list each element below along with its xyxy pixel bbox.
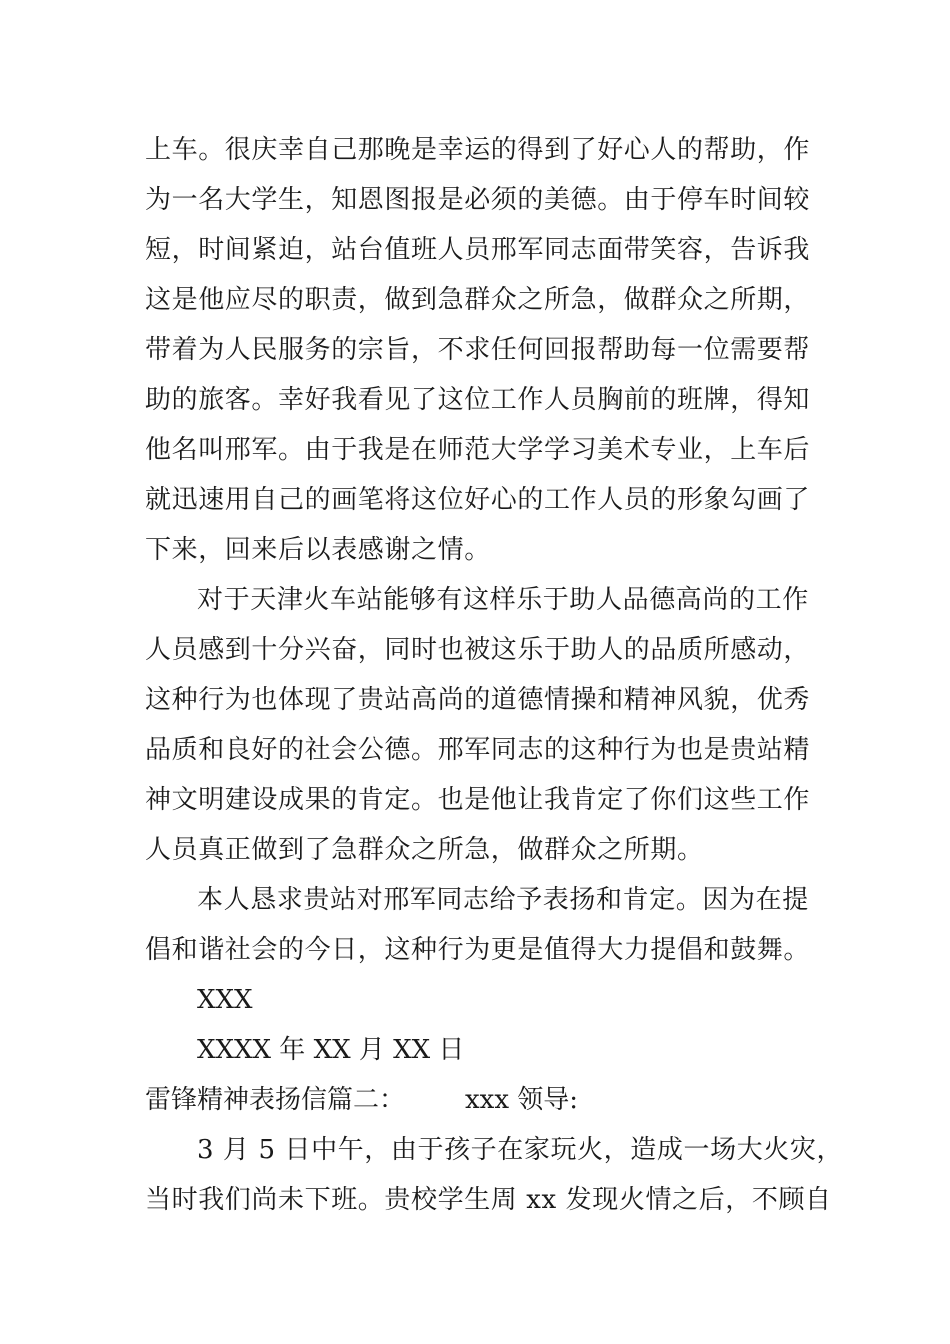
text-line: 品质和良好的社会公德。邢军同志的这种行为也是贵站精 [145,735,811,765]
text-line: 为一名大学生，知恩图报是必须的美德。由于停车时间较 [145,185,811,215]
salutation: xxx 领导: [465,1085,579,1115]
text-line: 这种行为也体现了贵站高尚的道德情操和精神风貌，优秀 [145,685,811,715]
text-line: 下来，回来后以表感谢之情。 [145,535,491,565]
text-line: 他名叫邢军。由于我是在师范大学学习美术专业，上车后 [145,435,811,465]
text-line: 助的旅客。幸好我看见了这位工作人员胸前的班牌，得知 [145,385,811,415]
text-line: 神文明建设成果的肯定。也是他让我肯定了你们这些工作 [145,785,811,815]
text-line: 当时我们尚未下班。贵校学生周 xx 发现火情之后，不顾自 [145,1185,832,1215]
text-line: 本人恳求贵站对邢军同志给予表扬和肯定。因为在提 [197,885,809,915]
text-line: 带着为人民服务的宗旨，不求任何回报帮助每一位需要帮 [145,335,811,365]
text-line: 短，时间紧迫，站台值班人员邢军同志面带笑容，告诉我 [145,235,811,265]
section-heading-line [145,1084,578,1116]
text-line: 对于天津火车站能够有这样乐于助人品德高尚的工作 [197,585,809,615]
text-line: 上车。很庆幸自己那晚是幸运的得到了好心人的帮助，作 [145,135,811,165]
text-line: 倡和谐社会的今日，这种行为更是值得大力提倡和鼓舞。 [145,935,811,965]
text-line: 就迅速用自己的画笔将这位好心的工作人员的形象勾画了 [145,485,811,515]
text-line: 人员感到十分兴奋，同时也被这乐于助人的品质所感动， [145,635,811,665]
section-heading: 雷锋精神表扬信篇二： [145,1085,406,1115]
text-line: 3 月 5 日中午，由于孩子在家玩火，造成一场大火灾， [197,1135,844,1165]
text-line: 这是他应尽的职责，做到急群众之所急，做群众之所期， [145,285,811,315]
signature-date: XXXX 年 XX 月 XX 日 [197,1035,465,1065]
text-line: 人员真正做到了急群众之所急，做群众之所期。 [145,835,704,865]
signature-name: XXX [197,985,253,1015]
